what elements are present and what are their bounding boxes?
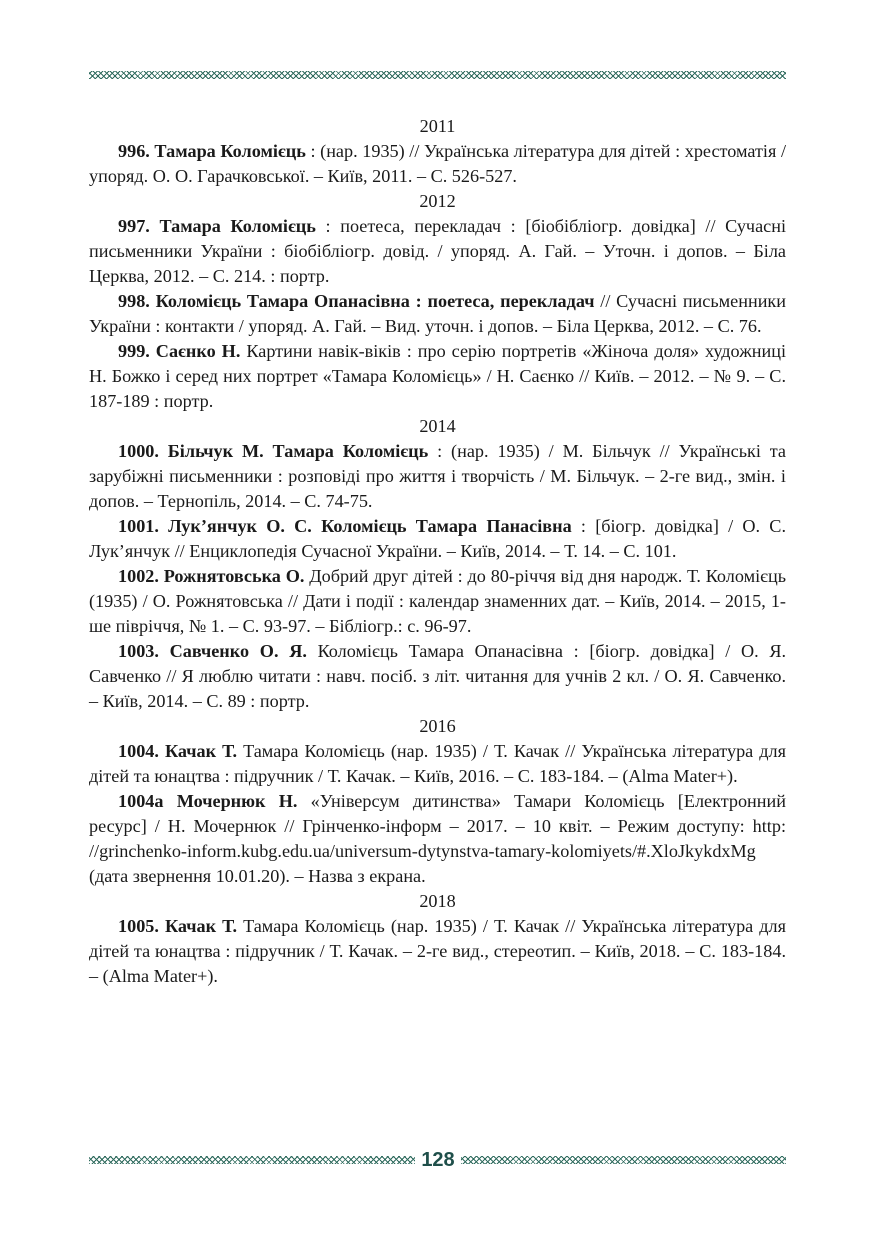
entry-text: Картини навік-віків : про серію портретів «Жіноча доля» художниці Н. Божко і серед них портрет «Тамара Коломієць» / Н. Саєнко // Київ. – 2012. – № 9. – С. 187-189 : портр. bbox=[89, 341, 787, 411]
entry-text: : [біогр. довідка] / О. С. Лук’янчук // Енциклопедія Сучасної України. – Київ, 2014. – Т. 14. – С. 101. bbox=[89, 516, 786, 561]
entry-lead: 996. Тамара Коломієць bbox=[118, 141, 306, 161]
bibliography-entry bbox=[89, 914, 786, 989]
year-heading: 2018 bbox=[419, 891, 456, 911]
year-heading: 2011 bbox=[419, 116, 456, 136]
bibliography-entry bbox=[89, 214, 786, 289]
bibliography-entry bbox=[89, 789, 786, 889]
entry-lead: 1003. Савченко О. Я. bbox=[118, 641, 307, 661]
entry-text: Коломієць Тамара Опанасівна : [біогр. довідка] / О. Я. Савченко // Я люблю читати : навч. посіб. з літ. читання для учнів 2 кл. / О. Я. Савченко. – Київ, 2014. – С. 89 : портр. bbox=[89, 641, 787, 711]
entry-lead: 1000. Більчук М. Тамара Коломієць bbox=[118, 441, 429, 461]
bibliography-entry bbox=[89, 739, 786, 789]
bibliography-entry bbox=[89, 639, 786, 714]
bibliography-entry bbox=[89, 139, 786, 189]
bibliography-list bbox=[89, 114, 786, 989]
entry-lead: 1001. Лук’янчук О. С. Коломієць Тамара Панасівна bbox=[118, 516, 572, 536]
bottom-ornament-border-left bbox=[89, 1156, 415, 1164]
bibliography-entry bbox=[89, 439, 786, 514]
year-heading: 2014 bbox=[419, 416, 456, 436]
page-number: 128 bbox=[421, 1149, 455, 1171]
entry-text: : (нар. 1935) / М. Більчук // Українські та зарубіжні письменники : розповіді про життя і творчість / М. Більчук. – 2-ге вид., змін. і допов. – Тернопіль, 2014. – С. 74-75. bbox=[89, 441, 786, 511]
bibliography-entry bbox=[89, 339, 786, 414]
entry-lead: 1002. Рожнятовська О. bbox=[118, 566, 305, 586]
entry-lead: 997. Тамара Коломієць bbox=[118, 216, 316, 236]
year-heading: 2016 bbox=[419, 716, 456, 736]
top-ornament-border bbox=[89, 71, 786, 79]
entry-lead: 1005. Качак Т. bbox=[118, 916, 238, 936]
entry-text: // Сучасні письменники України : контакти / упоряд. А. Гай. – Вид. уточн. і допов. – Біла Церква, 2012. – С. 76. bbox=[89, 291, 787, 336]
entry-lead: 998. Коломієць Тамара Опанасівна : поетеса, перекладач bbox=[118, 291, 595, 311]
entry-lead: 999. Саєнко Н. bbox=[118, 341, 241, 361]
entry-text: : (нар. 1935) // Українська література для дітей : хрестоматія / упоряд. О. О. Гарачковської. – Київ, 2011. – С. 526-527. bbox=[89, 141, 786, 186]
bottom-ornament-border-right bbox=[461, 1156, 786, 1164]
entry-text: : поетеса, перекладач : [біобібліогр. довідка] // Сучасні письменники України : біобібліогр. довід. / упоряд. А. Гай. – Уточн. і допов. – Біла Церква, 2012. – С. 214. : портр. bbox=[89, 216, 786, 286]
entry-text: Тамара Коломієць (нар. 1935) / Т. Качак // Українська література для дітей та юнацтва : підручник / Т. Качак. – 2-ге вид., стереотип. – Київ, 2018. – С. 183-184. – (Alma Mater+). bbox=[89, 916, 787, 986]
entry-text: «Універсум дитинства» Тамари Коломієць [Електронний ресурс] / Н. Мочернюк // Грінченко-інформ – 2017. – 10 квіт. – Режим доступу: http: //grinchenko-inform.kubg.edu.ua/universum-dytynstva-tamary-kolomiyets/#.XloJkykdxMg (дата звернення 10.01.20). – Назва з екрана. bbox=[89, 791, 786, 886]
year-heading: 2012 bbox=[419, 191, 456, 211]
bibliography-entry bbox=[89, 289, 786, 339]
bibliography-entry bbox=[89, 514, 786, 564]
entry-text: Тамара Коломієць (нар. 1935) / Т. Качак // Українська література для дітей та юнацтва : підручник / Т. Качак. – Київ, 2016. – С. 183-184. – (Alma Mater+). bbox=[89, 741, 787, 786]
entry-lead: 1004а Мочернюк Н. bbox=[118, 791, 298, 811]
entry-lead: 1004. Качак Т. bbox=[118, 741, 238, 761]
entry-text: Добрий друг дітей : до 80-річчя від дня народж. Т. Коломієць (1935) / О. Рожнятовська // Дати і події : календар знаменних дат. – Київ, 2014. – 2015, 1-ше півріччя, № 1. – С. 93-97. – Бібліогр.: с. 96-97. bbox=[89, 566, 786, 636]
bibliography-entry bbox=[89, 564, 786, 639]
